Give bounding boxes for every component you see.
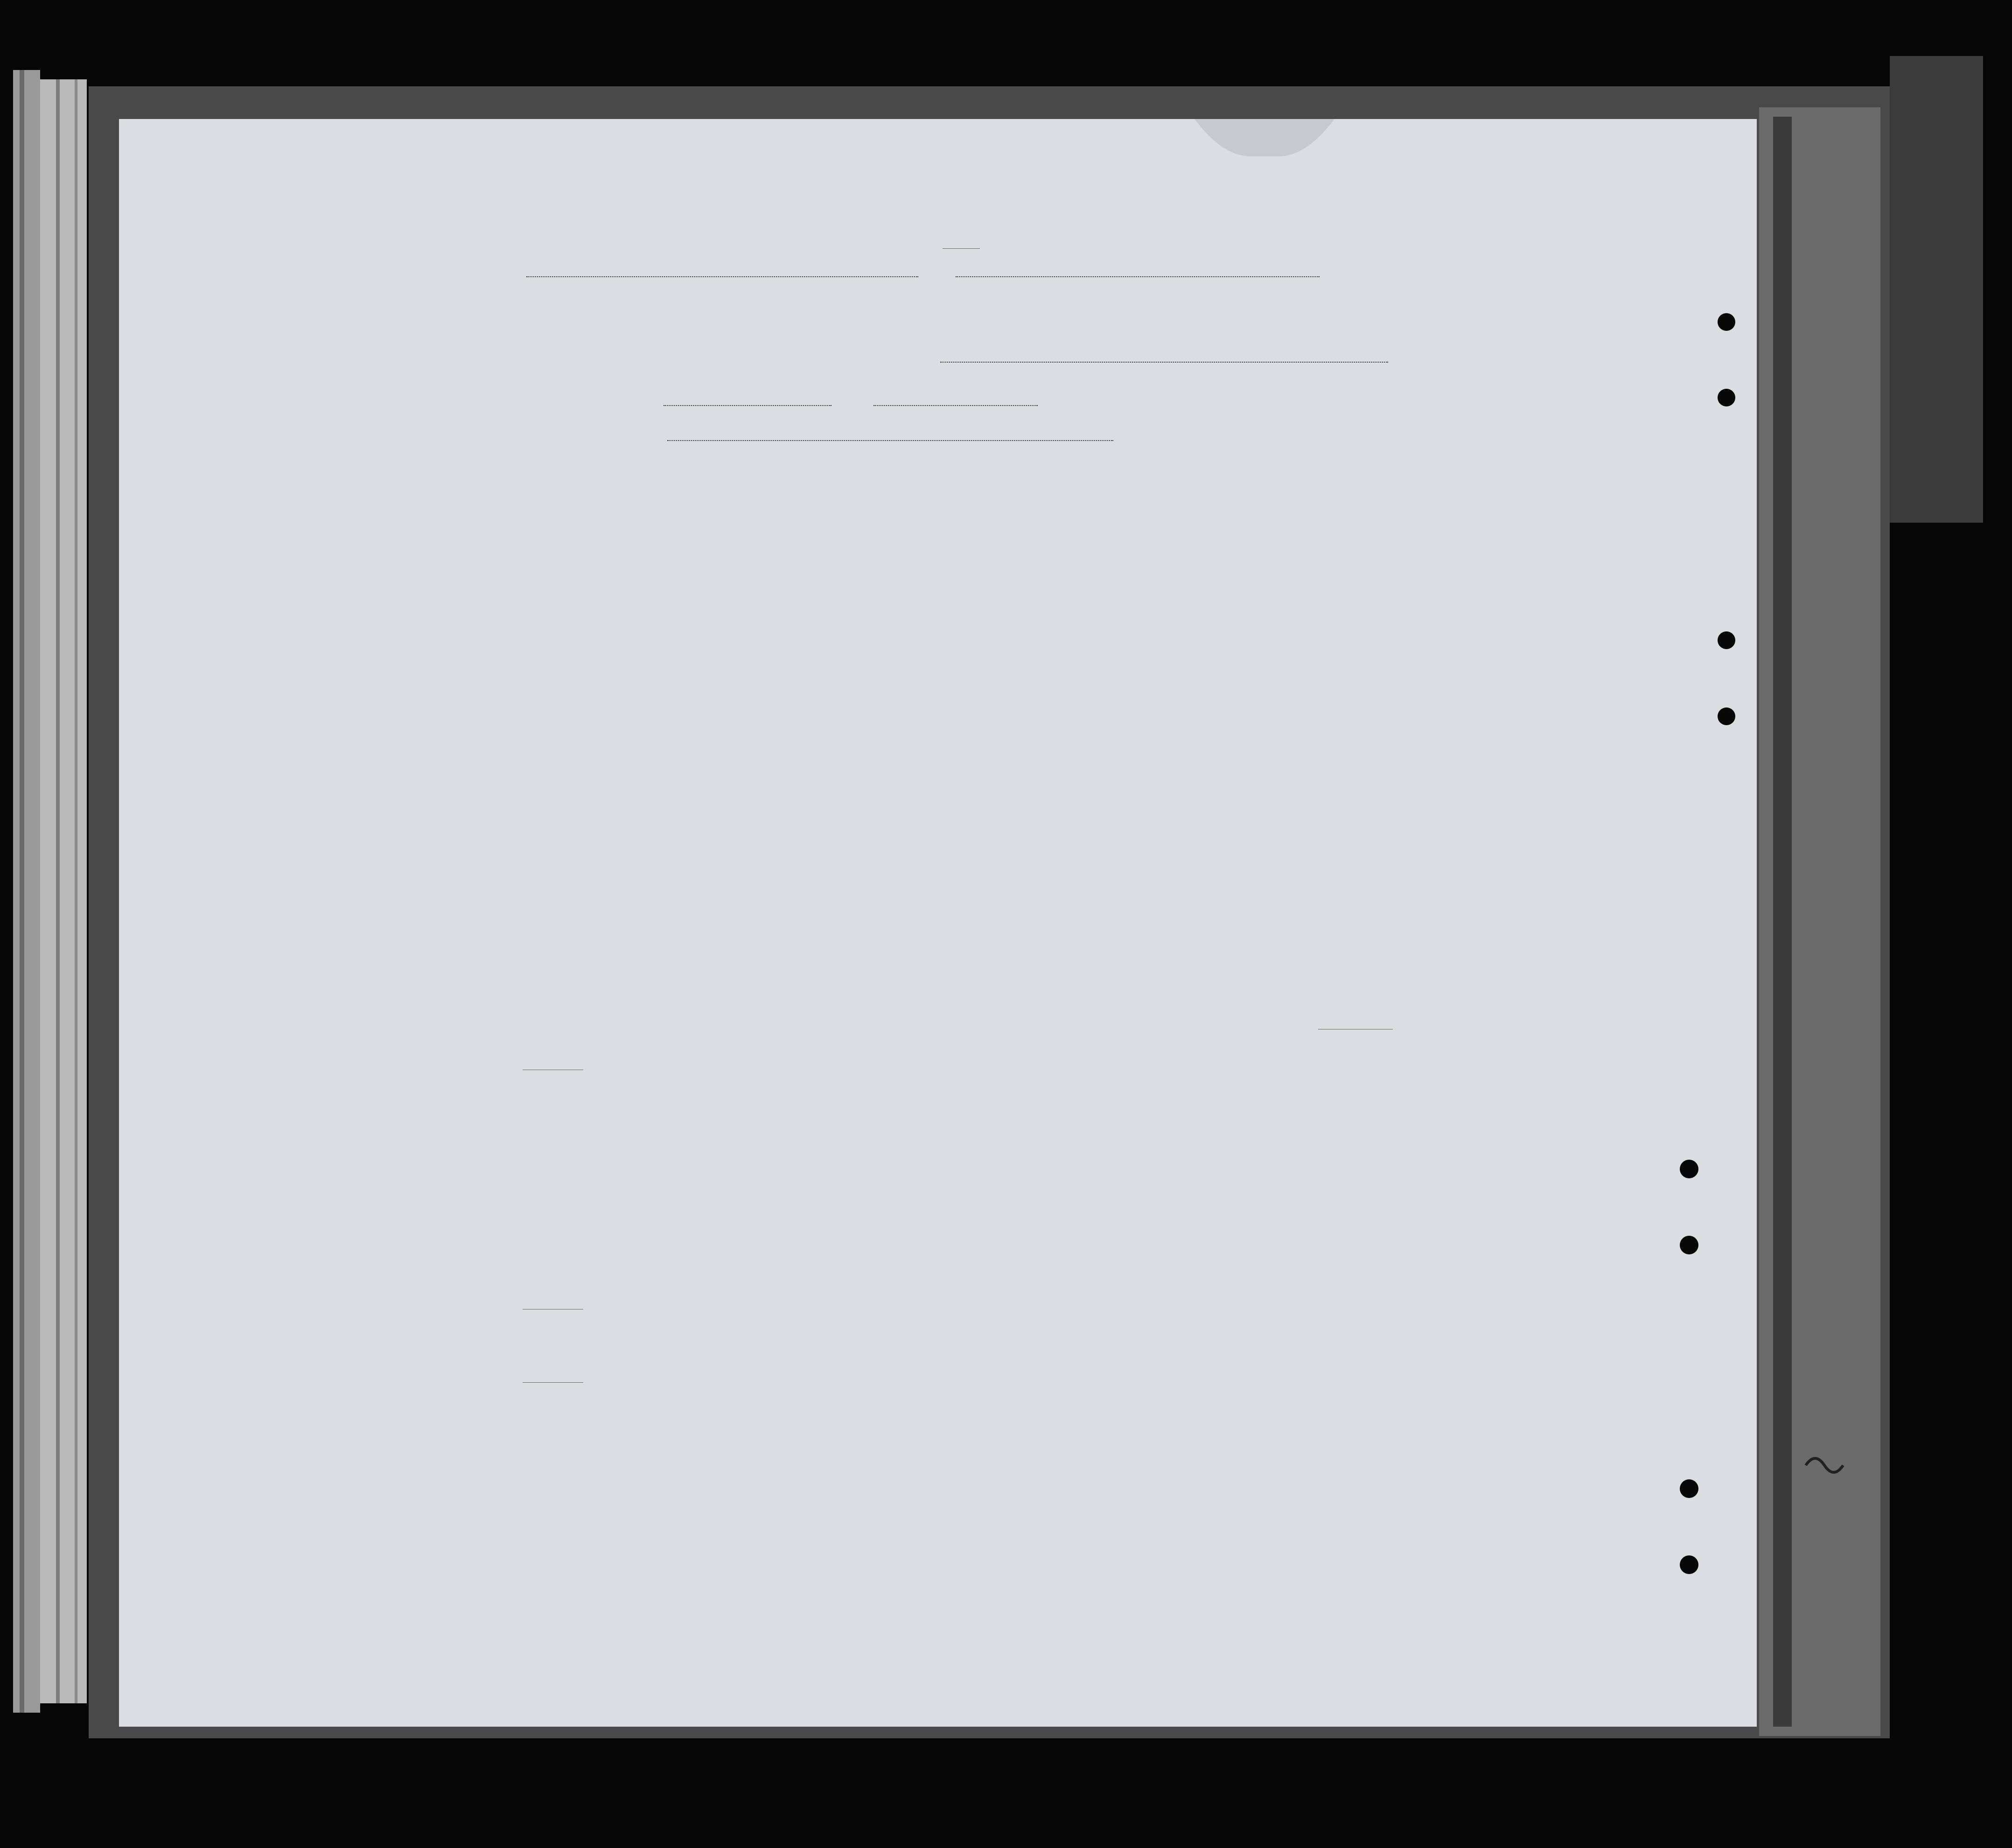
sworn-day-line: [664, 405, 831, 406]
inspector-signature-line: [667, 440, 1113, 441]
name-line: [526, 276, 918, 277]
sworn-month-line: [873, 405, 1038, 406]
title-rule: [943, 248, 980, 249]
notice-rule-3: [523, 1382, 583, 1383]
margin-handwriting: [1773, 1377, 1857, 1498]
master-signature-line: [940, 362, 1388, 363]
vessel-line: [956, 276, 1320, 277]
